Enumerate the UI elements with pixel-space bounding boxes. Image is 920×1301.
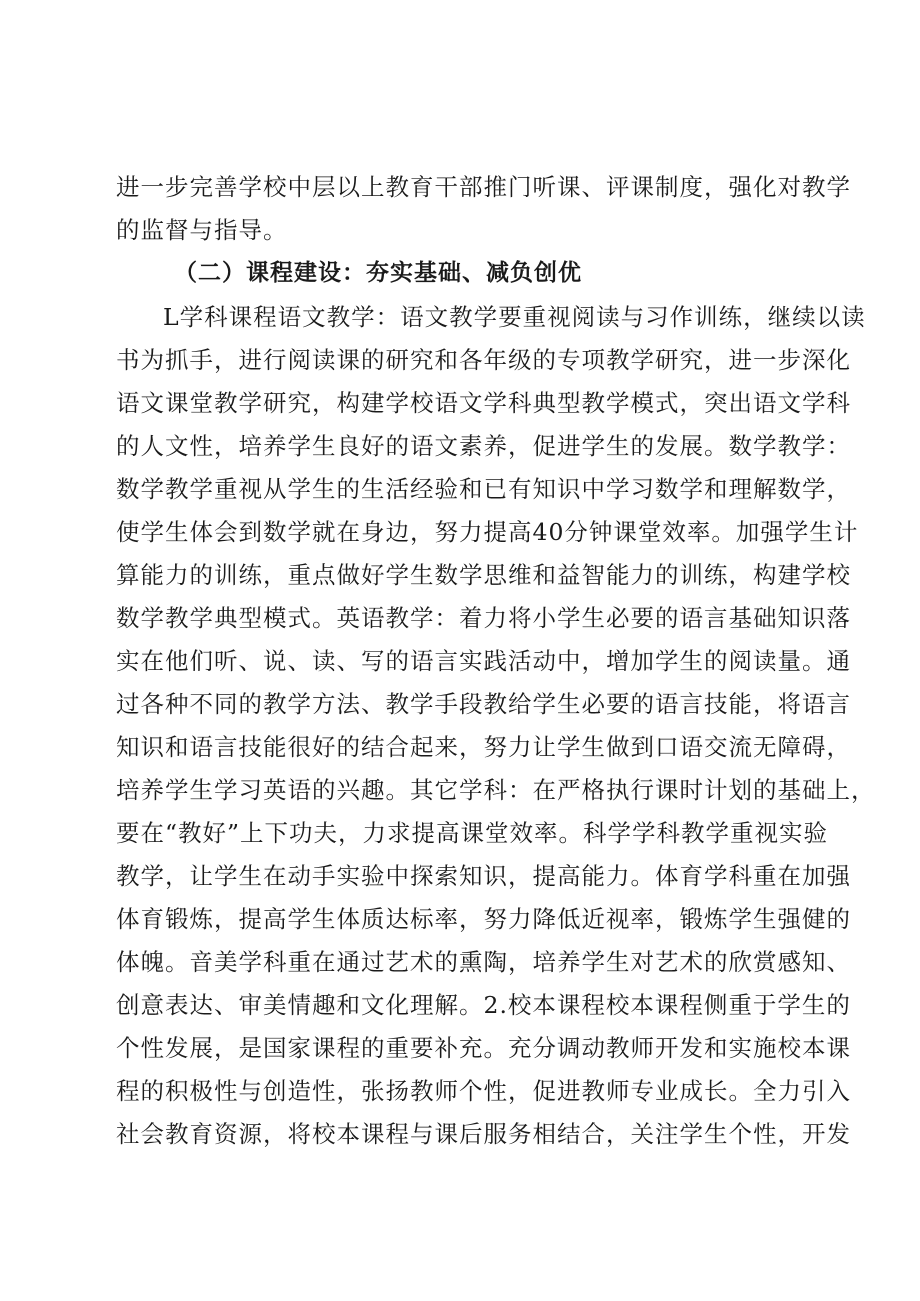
text-line: 实在他们听、说、读、写的语言实践活动中，增加学生的阅读量。通 bbox=[116, 647, 851, 675]
text-line: 的人文性，培养学生良好的语文素养，促进学生的发展。数学教学： bbox=[116, 432, 851, 460]
text-line: 社会教育资源，将校本课程与课后服务相结合，关注学生个性，开发 bbox=[116, 1120, 851, 1148]
text-line: 要在“教好”上下功夫，力求提高课堂效率。科学学科教学重视实验 bbox=[116, 819, 829, 847]
text-line: 数学教学典型模式。英语教学：着力将小学生必要的语言基础知识落 bbox=[116, 604, 851, 632]
text-line: 创意表达、审美情趣和文化理解。2.校本课程校本课程侧重于学生的 bbox=[116, 991, 851, 1019]
text-line: 书为抓手，进行阅读课的研究和各年级的专项教学研究，进一步深化 bbox=[116, 346, 851, 374]
text-line: 算能力的训练，重点做好学生数学思维和益智能力的训练，构建学校 bbox=[116, 561, 851, 589]
text-line: 过各种不同的教学方法、教学手段教给学生必要的语言技能，将语言 bbox=[116, 690, 851, 718]
text-line: 程的积极性与创造性，张扬教师个性，促进教师专业成长。全力引入 bbox=[116, 1077, 851, 1105]
text-line: 教学，让学生在动手实验中探索知识，提高能力。体育学科重在加强 bbox=[116, 862, 851, 890]
text-line: 个性发展，是国家课程的重要补充。充分调动教师开发和实施校本课 bbox=[116, 1034, 851, 1062]
text-line: 使学生体会到数学就在身边，努力提高40分钟课堂效率。加强学生计 bbox=[116, 518, 859, 546]
section-heading: （二）课程建设：夯实基础、减负创优 bbox=[174, 260, 582, 286]
text-line: 培养学生学习英语的兴趣。其它学科：在严格执行课时计划的基础上， bbox=[116, 776, 876, 804]
text-line: 体魄。音美学科重在通过艺术的熏陶，培养学生对艺术的欣赏感知、 bbox=[116, 948, 851, 976]
text-line: 语文课堂教学研究，构建学校语文学科典型教学模式，突出语文学科 bbox=[116, 389, 851, 417]
text-line: 体育锻炼，提高学生体质达标率，努力降低近视率，锻炼学生强健的 bbox=[116, 905, 851, 933]
text-line: L学科课程语文教学：语文教学要重视阅读与习作训练，继续以读 bbox=[163, 303, 866, 331]
text-line: 的监督与指导。 bbox=[116, 216, 288, 244]
text-line: 知识和语言技能很好的结合起来，努力让学生做到口语交流无障碍， bbox=[116, 733, 851, 761]
text-line: 数学教学重视从学生的生活经验和已有知识中学习数学和理解数学， bbox=[116, 475, 851, 503]
text-line: 进一步完善学校中层以上教育干部推门听课、评课制度，强化对教学 bbox=[116, 173, 851, 201]
document-body bbox=[116, 166, 876, 1156]
